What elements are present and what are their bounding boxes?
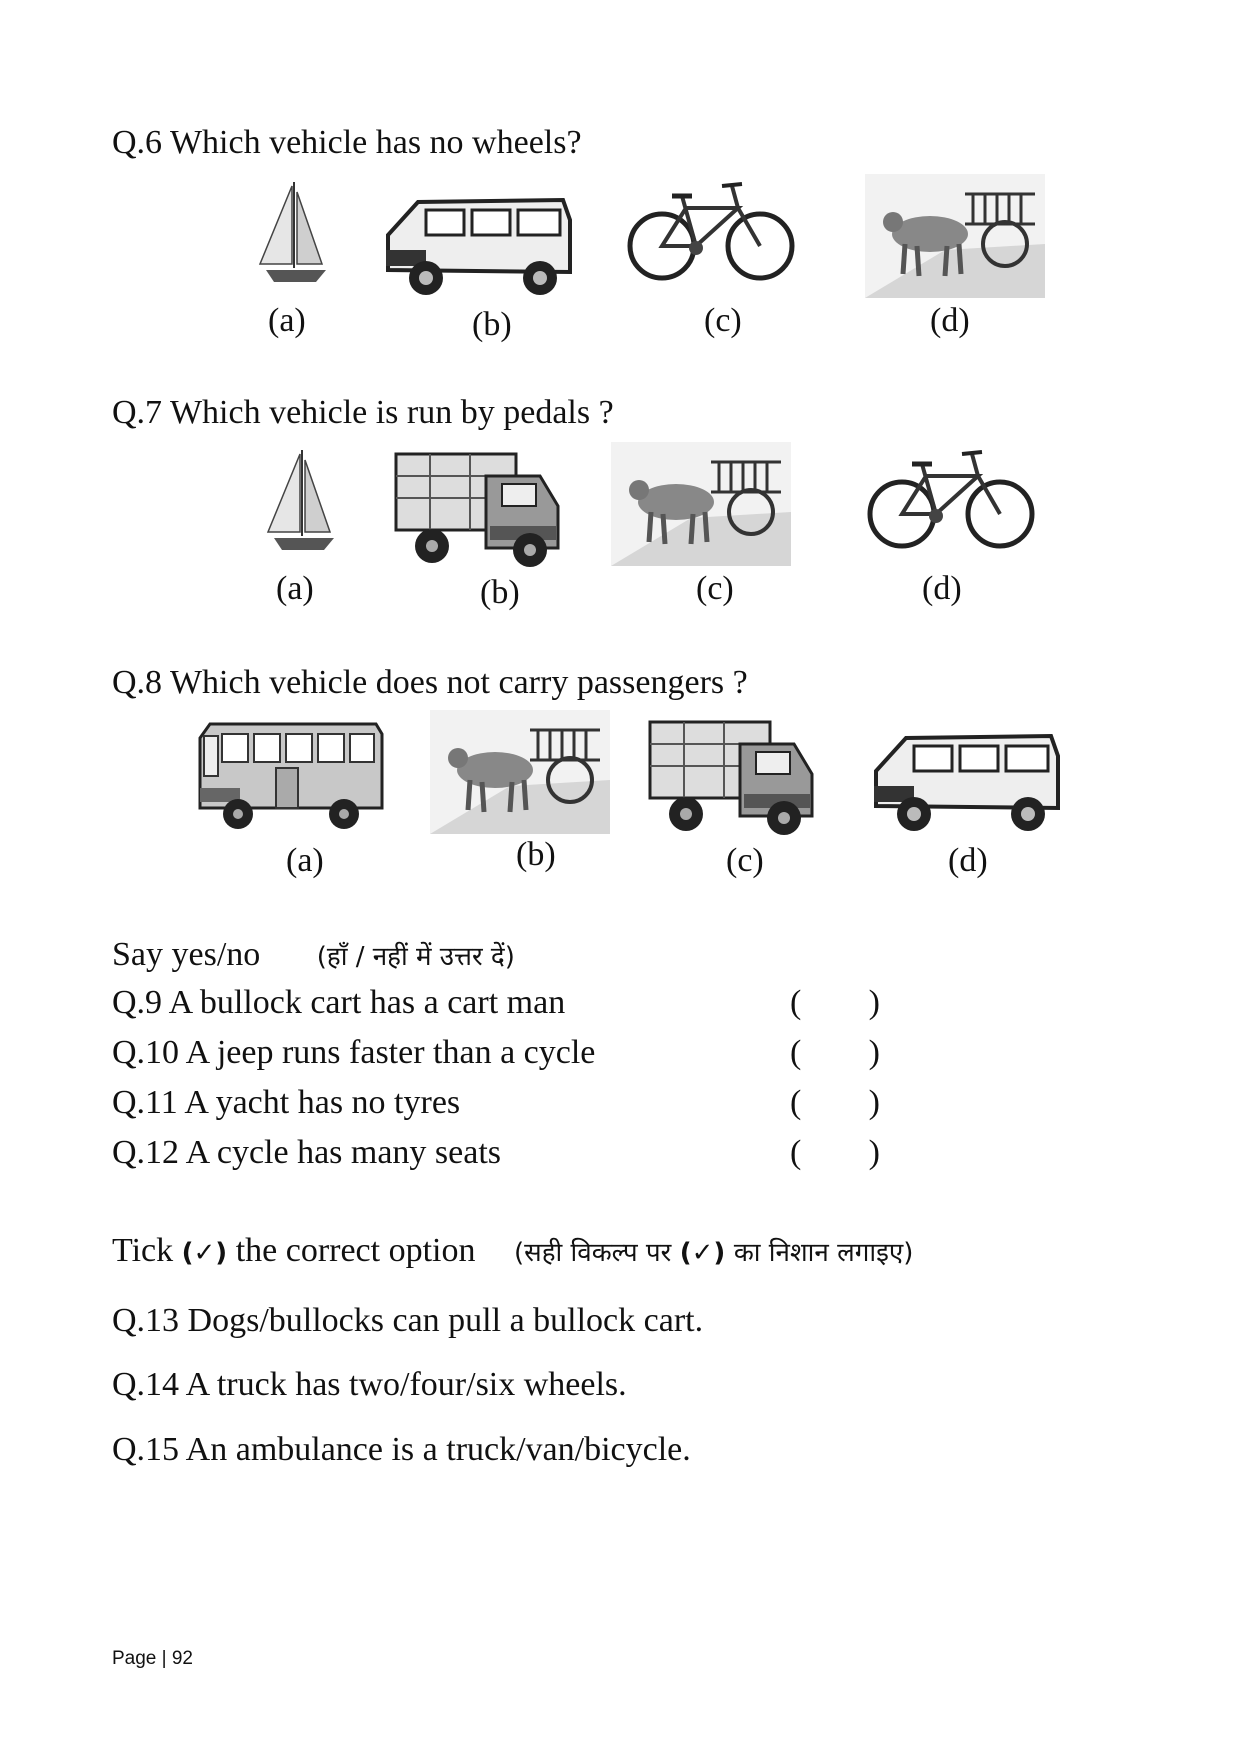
answer-blank[interactable] xyxy=(790,1134,880,1172)
yes-no-question: Q.11 A yacht has no tyres xyxy=(112,1084,461,1121)
paren-close: ) xyxy=(868,984,880,1021)
paren-close: ) xyxy=(868,1134,880,1171)
tick-heading-post: the correct option xyxy=(235,1232,476,1269)
paren-open: ( xyxy=(790,1084,802,1121)
paren-close: ) xyxy=(868,1034,880,1071)
option-label: (c) xyxy=(726,842,764,879)
option-label: (a) xyxy=(276,570,314,607)
option-label: (b) xyxy=(480,574,520,611)
bullock-cart-icon xyxy=(430,710,610,834)
sailboat-icon xyxy=(252,178,330,288)
option-label: (d) xyxy=(922,570,962,607)
bullock-cart-icon xyxy=(865,174,1045,298)
tick-heading-hindi-post: का निशान लगाइए) xyxy=(733,1238,914,1268)
check-mark-icon: (✓) xyxy=(679,1238,726,1268)
bicycle-icon xyxy=(626,176,796,286)
tick-heading-hindi-pre: (सही विकल्प पर xyxy=(513,1238,672,1268)
yes-no-question: Q.10 A jeep runs faster than a cycle xyxy=(112,1034,596,1071)
tick-question: Q.14 A truck has two/four/six wheels. xyxy=(112,1366,627,1403)
paren-open: ( xyxy=(790,1034,802,1071)
option-label: (a) xyxy=(268,302,306,339)
paren-close: ) xyxy=(868,1084,880,1121)
answer-blank[interactable] xyxy=(790,1084,880,1122)
question-7: Q.7 Which vehicle is run by pedals ? xyxy=(112,394,614,431)
option-label: (a) xyxy=(286,842,324,879)
question-8: Q.8 Which vehicle does not carry passengers ? xyxy=(112,664,748,701)
tick-question: Q.13 Dogs/bullocks can pull a bullock cart. xyxy=(112,1302,704,1339)
tick-heading xyxy=(112,1232,913,1270)
yes-no-heading xyxy=(112,936,515,974)
option-label: (c) xyxy=(696,570,734,607)
sailboat-icon xyxy=(260,446,338,556)
truck-icon xyxy=(644,714,820,838)
bus-icon xyxy=(192,718,388,832)
bullock-cart-icon xyxy=(611,442,791,566)
yes-no-heading-hindi: (हाँ / नहीं में उत्तर दें) xyxy=(316,942,515,972)
yes-no-question: Q.12 A cycle has many seats xyxy=(112,1134,502,1171)
van-icon xyxy=(378,190,578,300)
van-icon xyxy=(866,726,1066,836)
option-label: (b) xyxy=(472,306,512,343)
option-label: (d) xyxy=(930,302,970,339)
paren-open: ( xyxy=(790,1134,802,1171)
tick-question: Q.15 An ambulance is a truck/van/bicycle. xyxy=(112,1431,691,1468)
answer-blank[interactable] xyxy=(790,984,880,1022)
yes-no-heading-text: Say yes/no xyxy=(112,936,261,973)
option-label: (d) xyxy=(948,842,988,879)
page-number: Page | 92 xyxy=(112,1648,194,1669)
option-label: (c) xyxy=(704,302,742,339)
question-6: Q.6 Which vehicle has no wheels? xyxy=(112,124,582,161)
answer-blank[interactable] xyxy=(790,1034,880,1072)
option-label: (b) xyxy=(516,836,556,873)
check-mark-icon: (✓) xyxy=(181,1238,228,1268)
tick-heading-pre: Tick xyxy=(112,1232,174,1269)
bicycle-icon xyxy=(866,444,1036,554)
truck-icon xyxy=(390,446,566,570)
yes-no-question: Q.9 A bullock cart has a cart man xyxy=(112,984,566,1021)
paren-open: ( xyxy=(790,984,802,1021)
